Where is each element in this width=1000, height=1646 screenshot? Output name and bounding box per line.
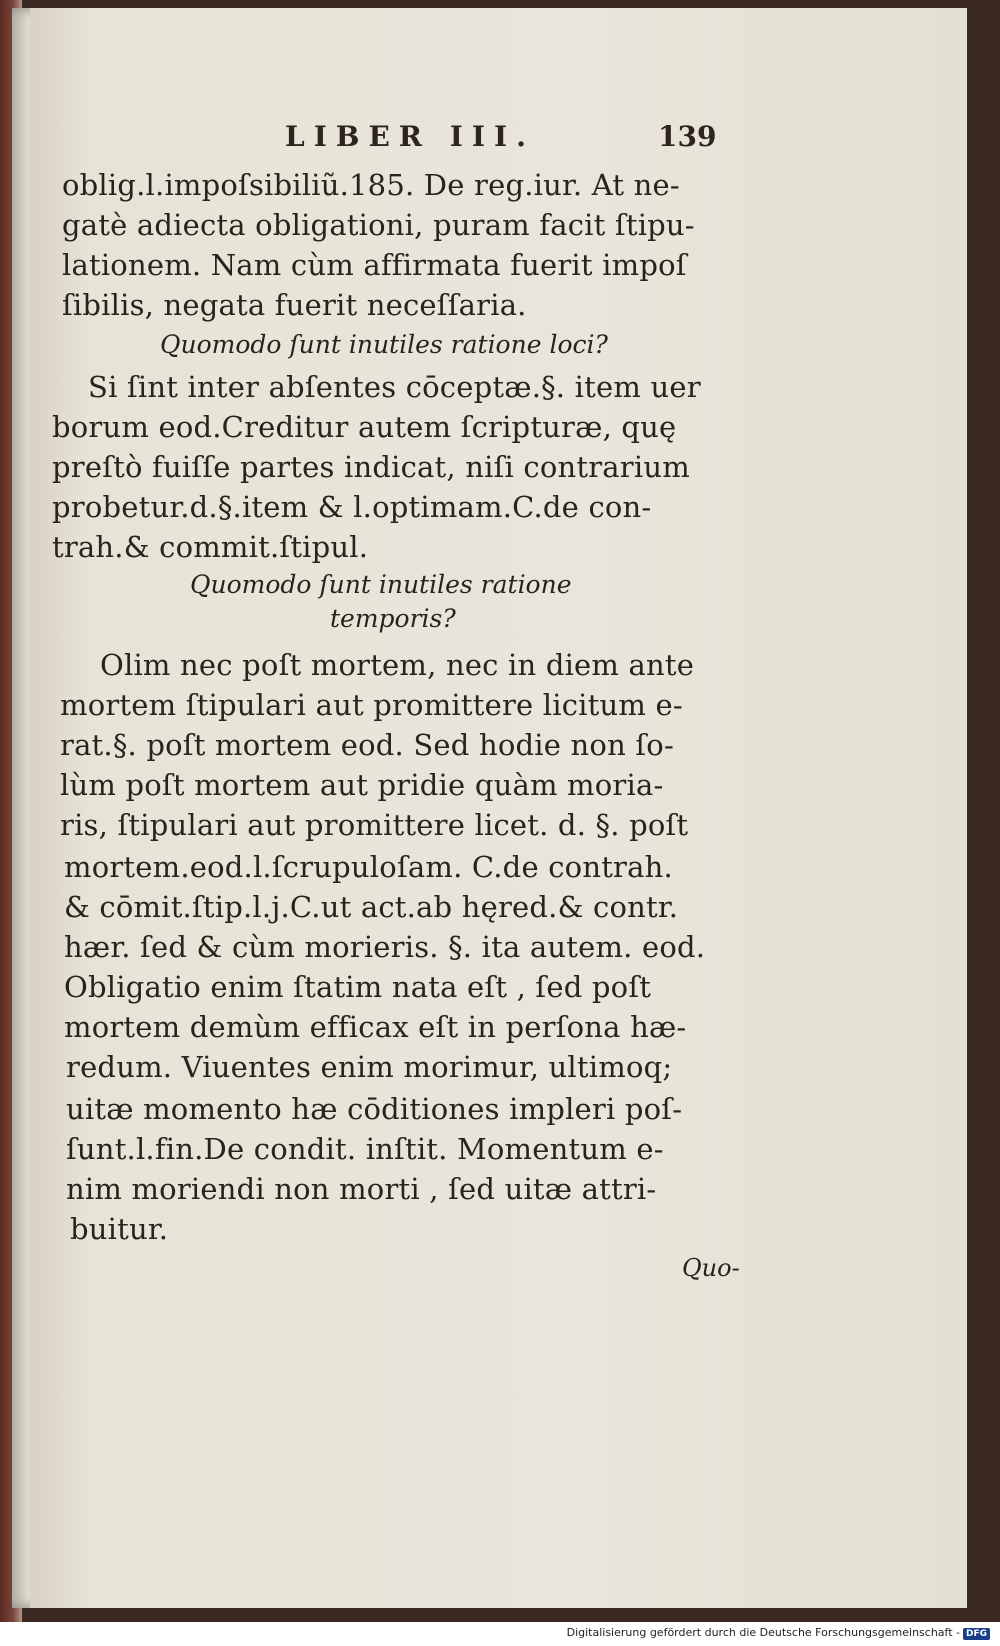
text-line: ſunt.l.fin.De condit. inſtit. Momentum e- xyxy=(66,1132,664,1166)
text-line: gatè adiecta obligationi, puram facit ſtipu- xyxy=(62,208,695,242)
text-line: uitæ momento hæ cōditiones impleri poſ- xyxy=(66,1092,683,1126)
credit-text: Digitalisierung gefördert durch die Deutsche Forschungsgemeinschaft - xyxy=(566,1626,960,1639)
text-line: buitur. xyxy=(70,1212,169,1246)
text-line: trah.& commit.ſtipul. xyxy=(52,530,369,564)
text-line: redum. Viuentes enim morimur, ultimoq; xyxy=(66,1050,673,1084)
text-line: mortem demùm efficax eſt in perſona hæ- xyxy=(64,1010,687,1044)
section-heading: temporis? xyxy=(330,604,456,633)
text-line: & cōmit.ſtip.l.j.C.ut act.ab hęred.& contr. xyxy=(64,890,679,924)
text-line: ris, ſtipulari aut promittere licet. d. §. poſt xyxy=(60,808,689,842)
page-number: 139 xyxy=(658,120,717,153)
text-line: Obligatio enim ſtatim nata eſt , ſed poſt xyxy=(64,970,652,1004)
text-line: nim moriendi non morti , ſed uitæ attri- xyxy=(66,1172,657,1206)
book-page xyxy=(12,8,967,1608)
text-line: rat.§. poſt mortem eod. Sed hodie non ſo- xyxy=(60,728,674,762)
dfg-logo: DFG xyxy=(963,1628,990,1640)
text-line: Si ſint inter abſentes cōceptæ.§. item uer xyxy=(88,370,701,404)
digitization-credit xyxy=(567,1626,990,1640)
catchword: Quo- xyxy=(682,1254,740,1282)
text-line: lationem. Nam cùm affirmata fuerit impoſ xyxy=(62,248,687,282)
section-heading: Quomodo ſunt inutiles ratione loci? xyxy=(160,330,608,359)
text-line: hær. ſed & cùm morieris. §. ita autem. eod. xyxy=(64,930,706,964)
text-line: mortem.eod.l.ſcrupuloſam. C.de contrah. xyxy=(64,850,673,884)
section-heading: Quomodo ſunt inutiles ratione xyxy=(190,570,572,599)
page-paper xyxy=(30,8,967,1608)
text-line: borum eod.Creditur autem ſcripturæ, quę xyxy=(52,410,677,444)
text-line: mortem ſtipulari aut promittere licitum e- xyxy=(60,688,683,722)
text-line: oblig.l.impoſsibiliũ.185. De reg.iur. At ne- xyxy=(62,168,680,202)
running-head-title: LIBER III. xyxy=(285,120,535,153)
text-line: preſtò fuiſſe partes indicat, niſi contrarium xyxy=(52,450,690,484)
text-line: lùm poſt mortem aut pridie quàm moria- xyxy=(60,768,664,802)
text-line: probetur.d.§.item & l.optimam.C.de con- xyxy=(52,490,652,524)
text-line: ſibilis, negata fuerit neceſſaria. xyxy=(62,288,527,322)
text-line: Olim nec poſt mortem, nec in diem ante xyxy=(100,648,695,682)
